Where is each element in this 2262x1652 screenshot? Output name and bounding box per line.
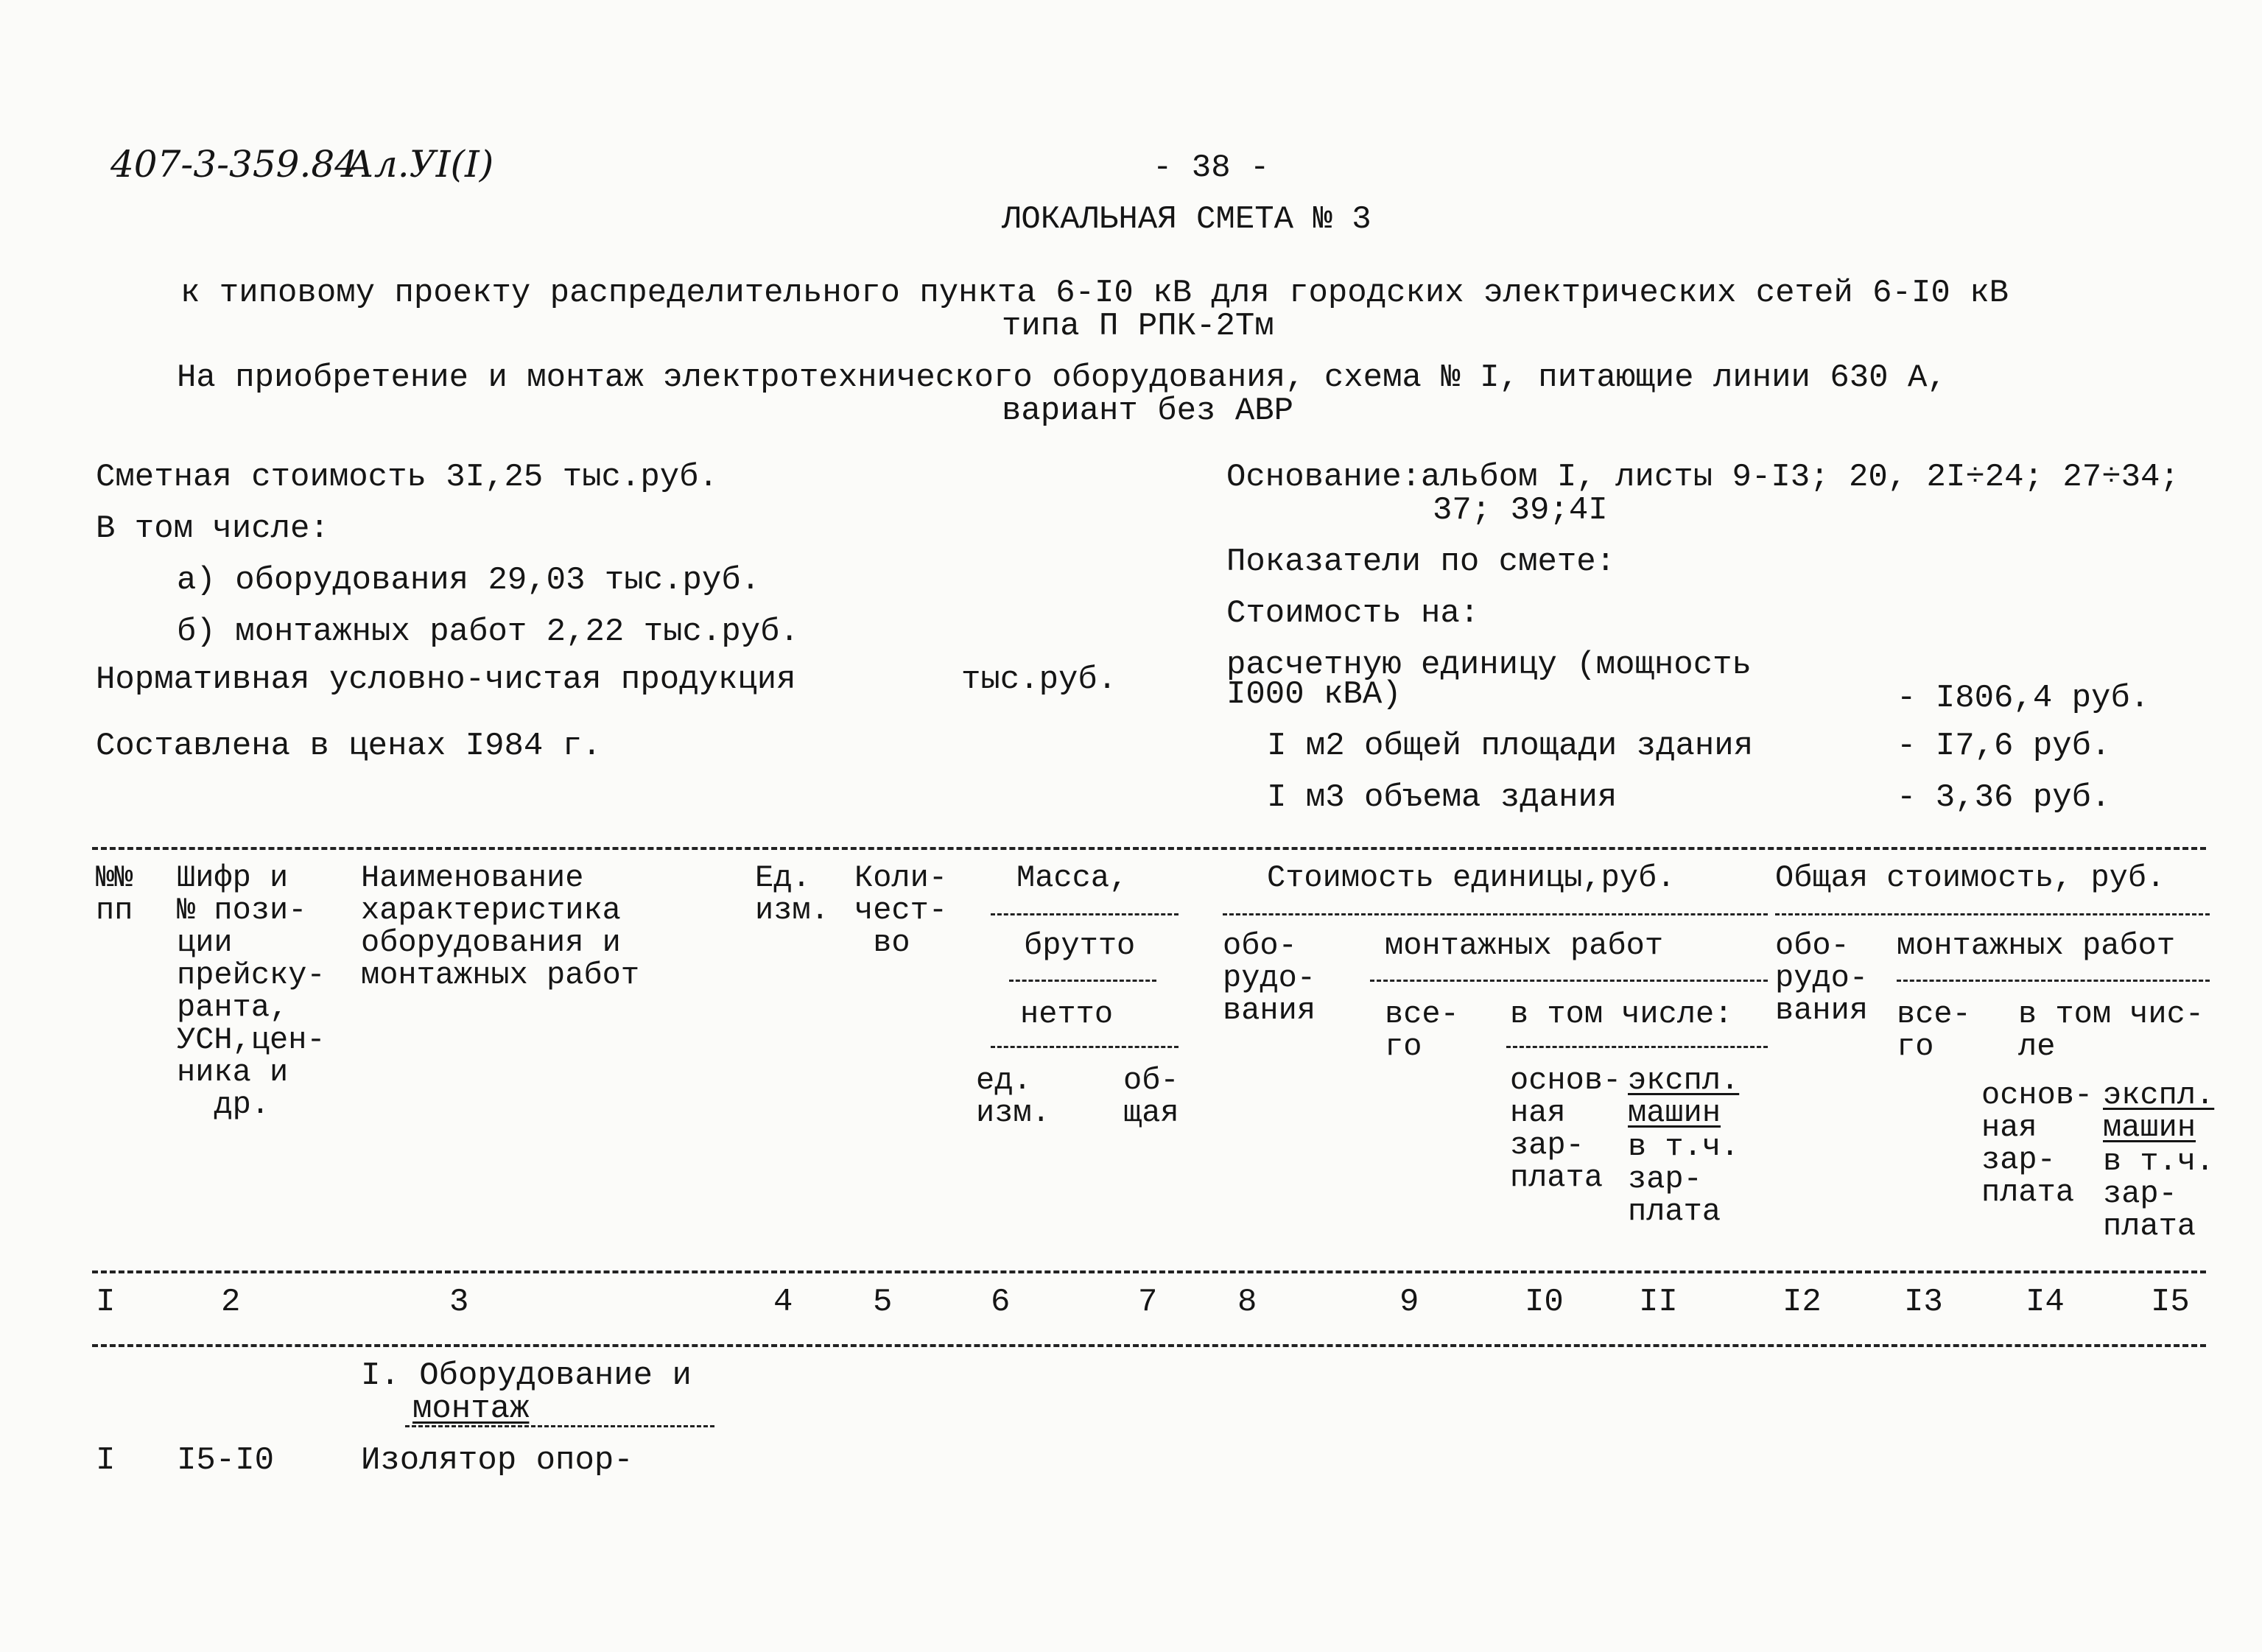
column-number-6: 6 (991, 1284, 1011, 1321)
m3-label: I м3 объема здания (1267, 779, 1618, 816)
basis-line-1: Основание:альбом I, листы 9-I3; 20, 2I÷24; 27÷34; (1226, 459, 2180, 496)
header-unit-cost-installation: монтажных работ (1385, 928, 1664, 963)
header-mass-total: об- щая (1123, 1063, 1179, 1131)
normative-output-label: Нормативная условно-чистая продукция (96, 661, 796, 698)
estimated-cost: Сметная стоимость 3I,25 тыс.руб. (96, 459, 718, 496)
row-1-name: Изолятор опор- (361, 1442, 633, 1479)
header-unit-cost-total: все- го (1385, 997, 1459, 1064)
unit-label-line-2: I000 кВА) (1226, 676, 1402, 713)
unit-cost-installation-rule (1370, 980, 1768, 982)
header-unit-cost-including: в том числе: (1510, 997, 1733, 1032)
brutto-rule (1009, 980, 1156, 982)
column-number-1: I (96, 1284, 116, 1321)
column-number-11: II (1639, 1284, 1678, 1321)
header-col-number: №№ пп (96, 860, 133, 928)
unit-cost-rule (1223, 913, 1768, 915)
header-total-cost: Общая стоимость, руб. (1775, 860, 2166, 896)
header-total-cost-wage: основ- ная зар- плата (1981, 1078, 2093, 1210)
header-mass: Масса, (1016, 860, 1128, 896)
normative-output-unit: тыс.руб. (961, 661, 1117, 698)
header-brutto: брутто (1024, 928, 1136, 963)
header-total-cost-machines-wage: в т.ч. зар- плата (2103, 1144, 2215, 1244)
column-number-10: I0 (1525, 1284, 1564, 1321)
mass-rule (991, 913, 1179, 915)
header-col-unit: Ед. изм. (755, 860, 829, 928)
total-cost-installation-rule (1897, 980, 2210, 982)
section-title-continued: монтаж (412, 1391, 530, 1427)
including-label: В том числе: (96, 510, 329, 547)
column-number-3: 3 (449, 1284, 469, 1321)
header-total-cost-including: в том чис- ле (2018, 997, 2205, 1064)
unit-label-line-1: расчетную единицу (мощность (1226, 647, 1752, 683)
header-col-code: Шифр и № пози- ции прейску- ранта, УСН,цен- ника и др. (177, 860, 326, 1122)
subtitle-line-1: к типовому проекту распределительного пункта 6-I0 кВ для городских электрических сетей 6-I0 кВ (180, 275, 2009, 312)
column-number-14: I4 (2026, 1284, 2065, 1321)
header-total-cost-total: все- го (1897, 997, 1971, 1064)
installation-cost: б) монтажных работ 2,22 тыс.руб. (177, 614, 799, 650)
unit-cost-including-rule (1506, 1046, 1768, 1048)
m2-label: I м2 общей площади здания (1267, 728, 1754, 765)
indicators-label: Показатели по смете: (1226, 544, 1616, 580)
header-col-name: Наименование характеристика оборудования и монтажных работ (361, 860, 640, 993)
document-code: 407-3-359.84 (110, 143, 358, 186)
basis-line-2: 37; 39;4I (1433, 492, 1608, 529)
album-number: Ал.УI(I) (346, 143, 494, 186)
column-number-13: I3 (1904, 1284, 1943, 1321)
table-top-rule (92, 847, 2206, 850)
header-unit-cost-machines: экспл. машин (1628, 1063, 1740, 1131)
row-1-number: I (96, 1442, 116, 1479)
purpose-line-1: На приобретение и монтаж электротехнического оборудования, схема № I, питающие линии 630 А, (177, 359, 1947, 396)
section-title: I. Оборудование и (361, 1357, 692, 1394)
header-unit-cost-wage: основ- ная зар- плата (1510, 1063, 1622, 1195)
section-underline (405, 1425, 714, 1427)
purpose-line-2: вариант без АВР (1002, 393, 1294, 429)
m2-value: - I7,6 руб. (1897, 728, 2111, 765)
subtitle-line-2: типа П РПК-2Тм (1002, 308, 1274, 345)
column-number-7: 7 (1138, 1284, 1158, 1321)
unit-value: - I806,4 руб. (1897, 680, 2150, 717)
header-total-cost-installation: монтажных работ (1897, 928, 2176, 963)
column-number-8: 8 (1237, 1284, 1257, 1321)
column-numbers-top-rule (92, 1270, 2206, 1273)
header-unit-cost-machines-wage: в т.ч. зар- плата (1628, 1129, 1740, 1229)
netto-rule (991, 1046, 1179, 1048)
header-col-quantity: Коли- чест- во (854, 860, 948, 960)
total-cost-rule (1775, 913, 2210, 915)
column-numbers-bottom-rule (92, 1344, 2206, 1347)
header-netto: нетто (1020, 997, 1114, 1032)
column-number-2: 2 (221, 1284, 241, 1321)
document-title: ЛОКАЛЬНАЯ СМЕТА № 3 (1002, 201, 1371, 238)
row-1-code: I5-I0 (177, 1442, 275, 1479)
header-unit-cost: Стоимость единицы,руб. (1267, 860, 1676, 896)
column-number-5: 5 (873, 1284, 893, 1321)
price-basis: Составлена в ценах I984 г. (96, 728, 602, 765)
header-mass-unit: ед. изм. (976, 1063, 1050, 1131)
m3-value: - 3,36 руб. (1897, 779, 2111, 816)
column-number-4: 4 (773, 1284, 793, 1321)
header-total-cost-equipment: обо- рудо- вания (1775, 928, 1869, 1028)
column-number-12: I2 (1782, 1284, 1822, 1321)
header-total-cost-machines: экспл. машин (2103, 1078, 2215, 1145)
column-number-15: I5 (2151, 1284, 2190, 1321)
cost-for-label: Стоимость на: (1226, 595, 1480, 632)
page-number: - 38 - (1153, 150, 1270, 186)
equipment-cost: а) оборудования 29,03 тыс.руб. (177, 562, 761, 599)
header-unit-cost-equipment: обо- рудо- вания (1223, 928, 1316, 1028)
column-number-9: 9 (1399, 1284, 1419, 1321)
